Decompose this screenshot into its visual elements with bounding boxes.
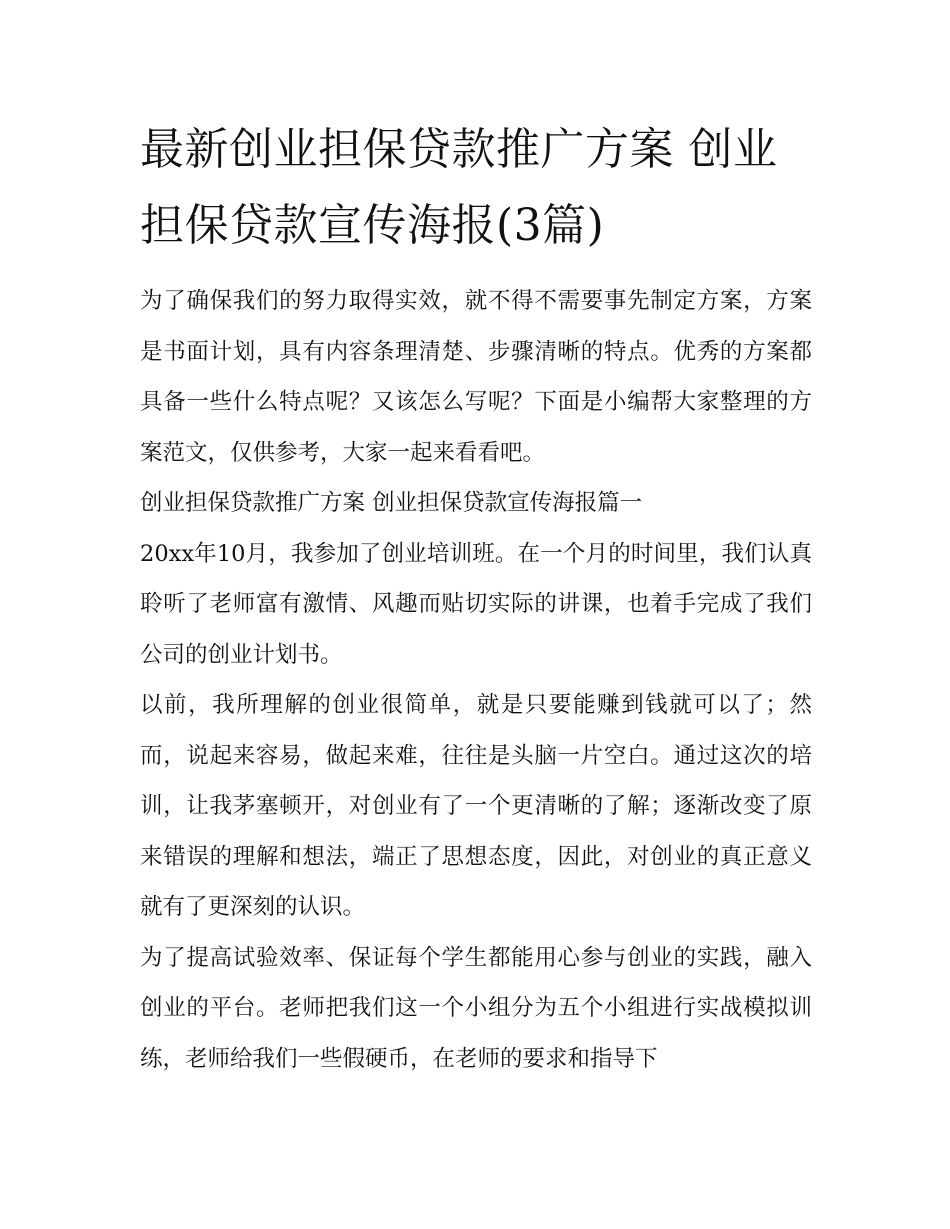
body-paragraph: 以前，我所理解的创业很简单，就是只要能赚到钱就可以了；然而，说起来容易，做起来难，往往是头脑一片空白。通过这次的培训，让我茅塞顿开，对创业有了一个更清晰的了解；逐渐改变了原来错误的理解和想法，端正了思想态度，因此，对创业的真正意义就有了更深刻的认识。: [140, 692, 812, 920]
document-title: 最新创业担保贷款推广方案 创业担保贷款宣传海报(3篇): [140, 124, 778, 251]
body-paragraph: 20xx年10月，我参加了创业培训班。在一个月的时间里，我们认真聆听了老师富有激情、风趣而贴切实际的讲课，也着手完成了我们公司的创业计划书。: [140, 540, 812, 668]
document-body: [140, 276, 812, 1084]
section-heading: 创业担保贷款推广方案 创业担保贷款宣传海报篇一: [140, 490, 643, 516]
body-paragraph: 为了提高试验效率、保证每个学生都能用心参与创业的实践，融入创业的平台。老师把我们这一个小组分为五个小组进行实战模拟训练，老师给我们一些假硬币，在老师的要求和指导下: [140, 944, 812, 1072]
intro-paragraph: 为了确保我们的努力取得实效，就不得不需要事先制定方案，方案是书面计划，具有内容条理清楚、步骤清晰的特点。优秀的方案都具备一些什么特点呢？又该怎么写呢？下面是小编帮大家整理的方案范文，仅供参考，大家一起来看看吧。: [140, 288, 812, 466]
